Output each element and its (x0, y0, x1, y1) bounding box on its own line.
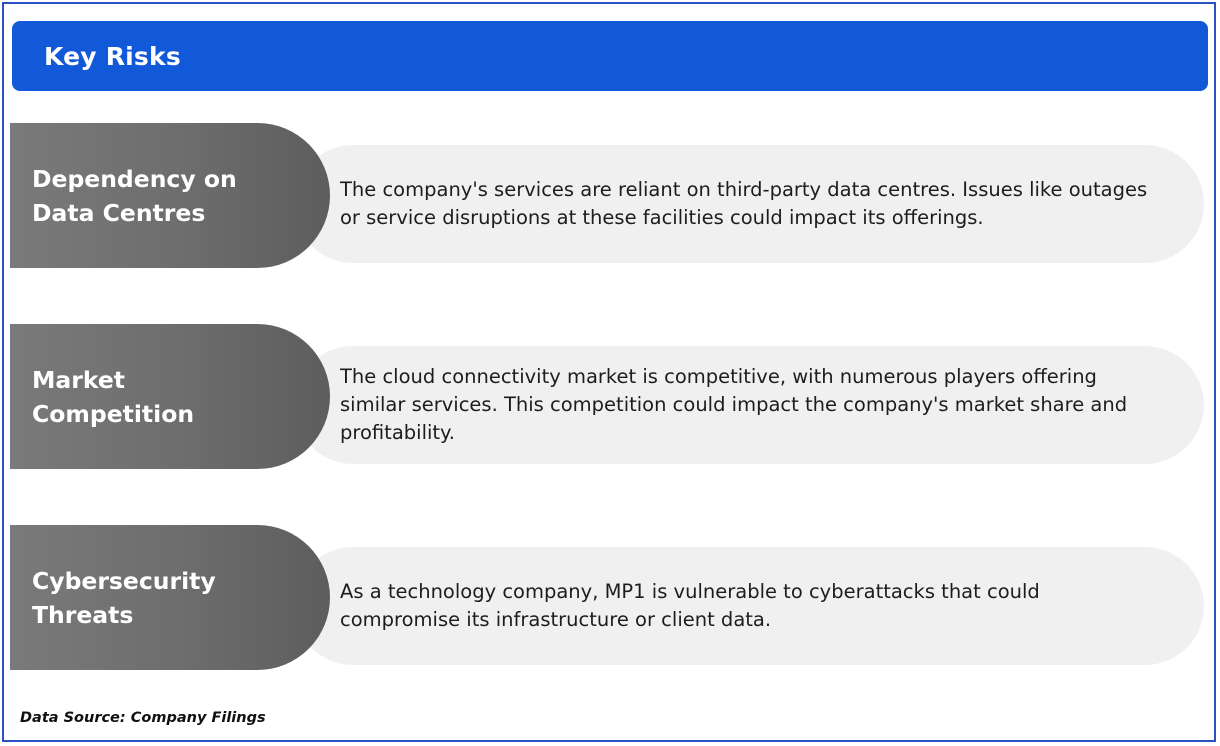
risk-label: Cybersecurity Threats (32, 566, 216, 629)
risk-description: The company's services are reliant on third-party data centres. Issues like outages or service disruptions at these facilities could impact its offerings. (340, 178, 1148, 229)
risk-description-panel (294, 145, 1204, 263)
risk-label: Dependency on Data Centres (32, 164, 237, 227)
page-title: Key Risks (44, 41, 181, 71)
risk-row (4, 324, 1218, 469)
risk-list (4, 123, 1218, 726)
risk-description-panel (294, 346, 1204, 464)
data-source-note: Data Source: Company Filings (20, 710, 266, 726)
diagram-frame (2, 2, 1216, 742)
risk-label-pill (10, 324, 330, 469)
risk-description: As a technology company, MP1 is vulnerable to cyberattacks that could compromise its infrastructure or client data. (340, 580, 1040, 631)
risk-label-pill (10, 123, 330, 268)
risk-description: The cloud connectivity market is competitive, with numerous players offering similar services. This competition could impact the company's market share and profitability. (340, 365, 1128, 444)
header-banner (12, 21, 1208, 91)
risk-label-pill (10, 525, 330, 670)
risk-row (4, 525, 1218, 670)
risk-row (4, 123, 1218, 268)
risk-description-panel (294, 547, 1204, 665)
risk-label: Market Competition (32, 365, 195, 428)
